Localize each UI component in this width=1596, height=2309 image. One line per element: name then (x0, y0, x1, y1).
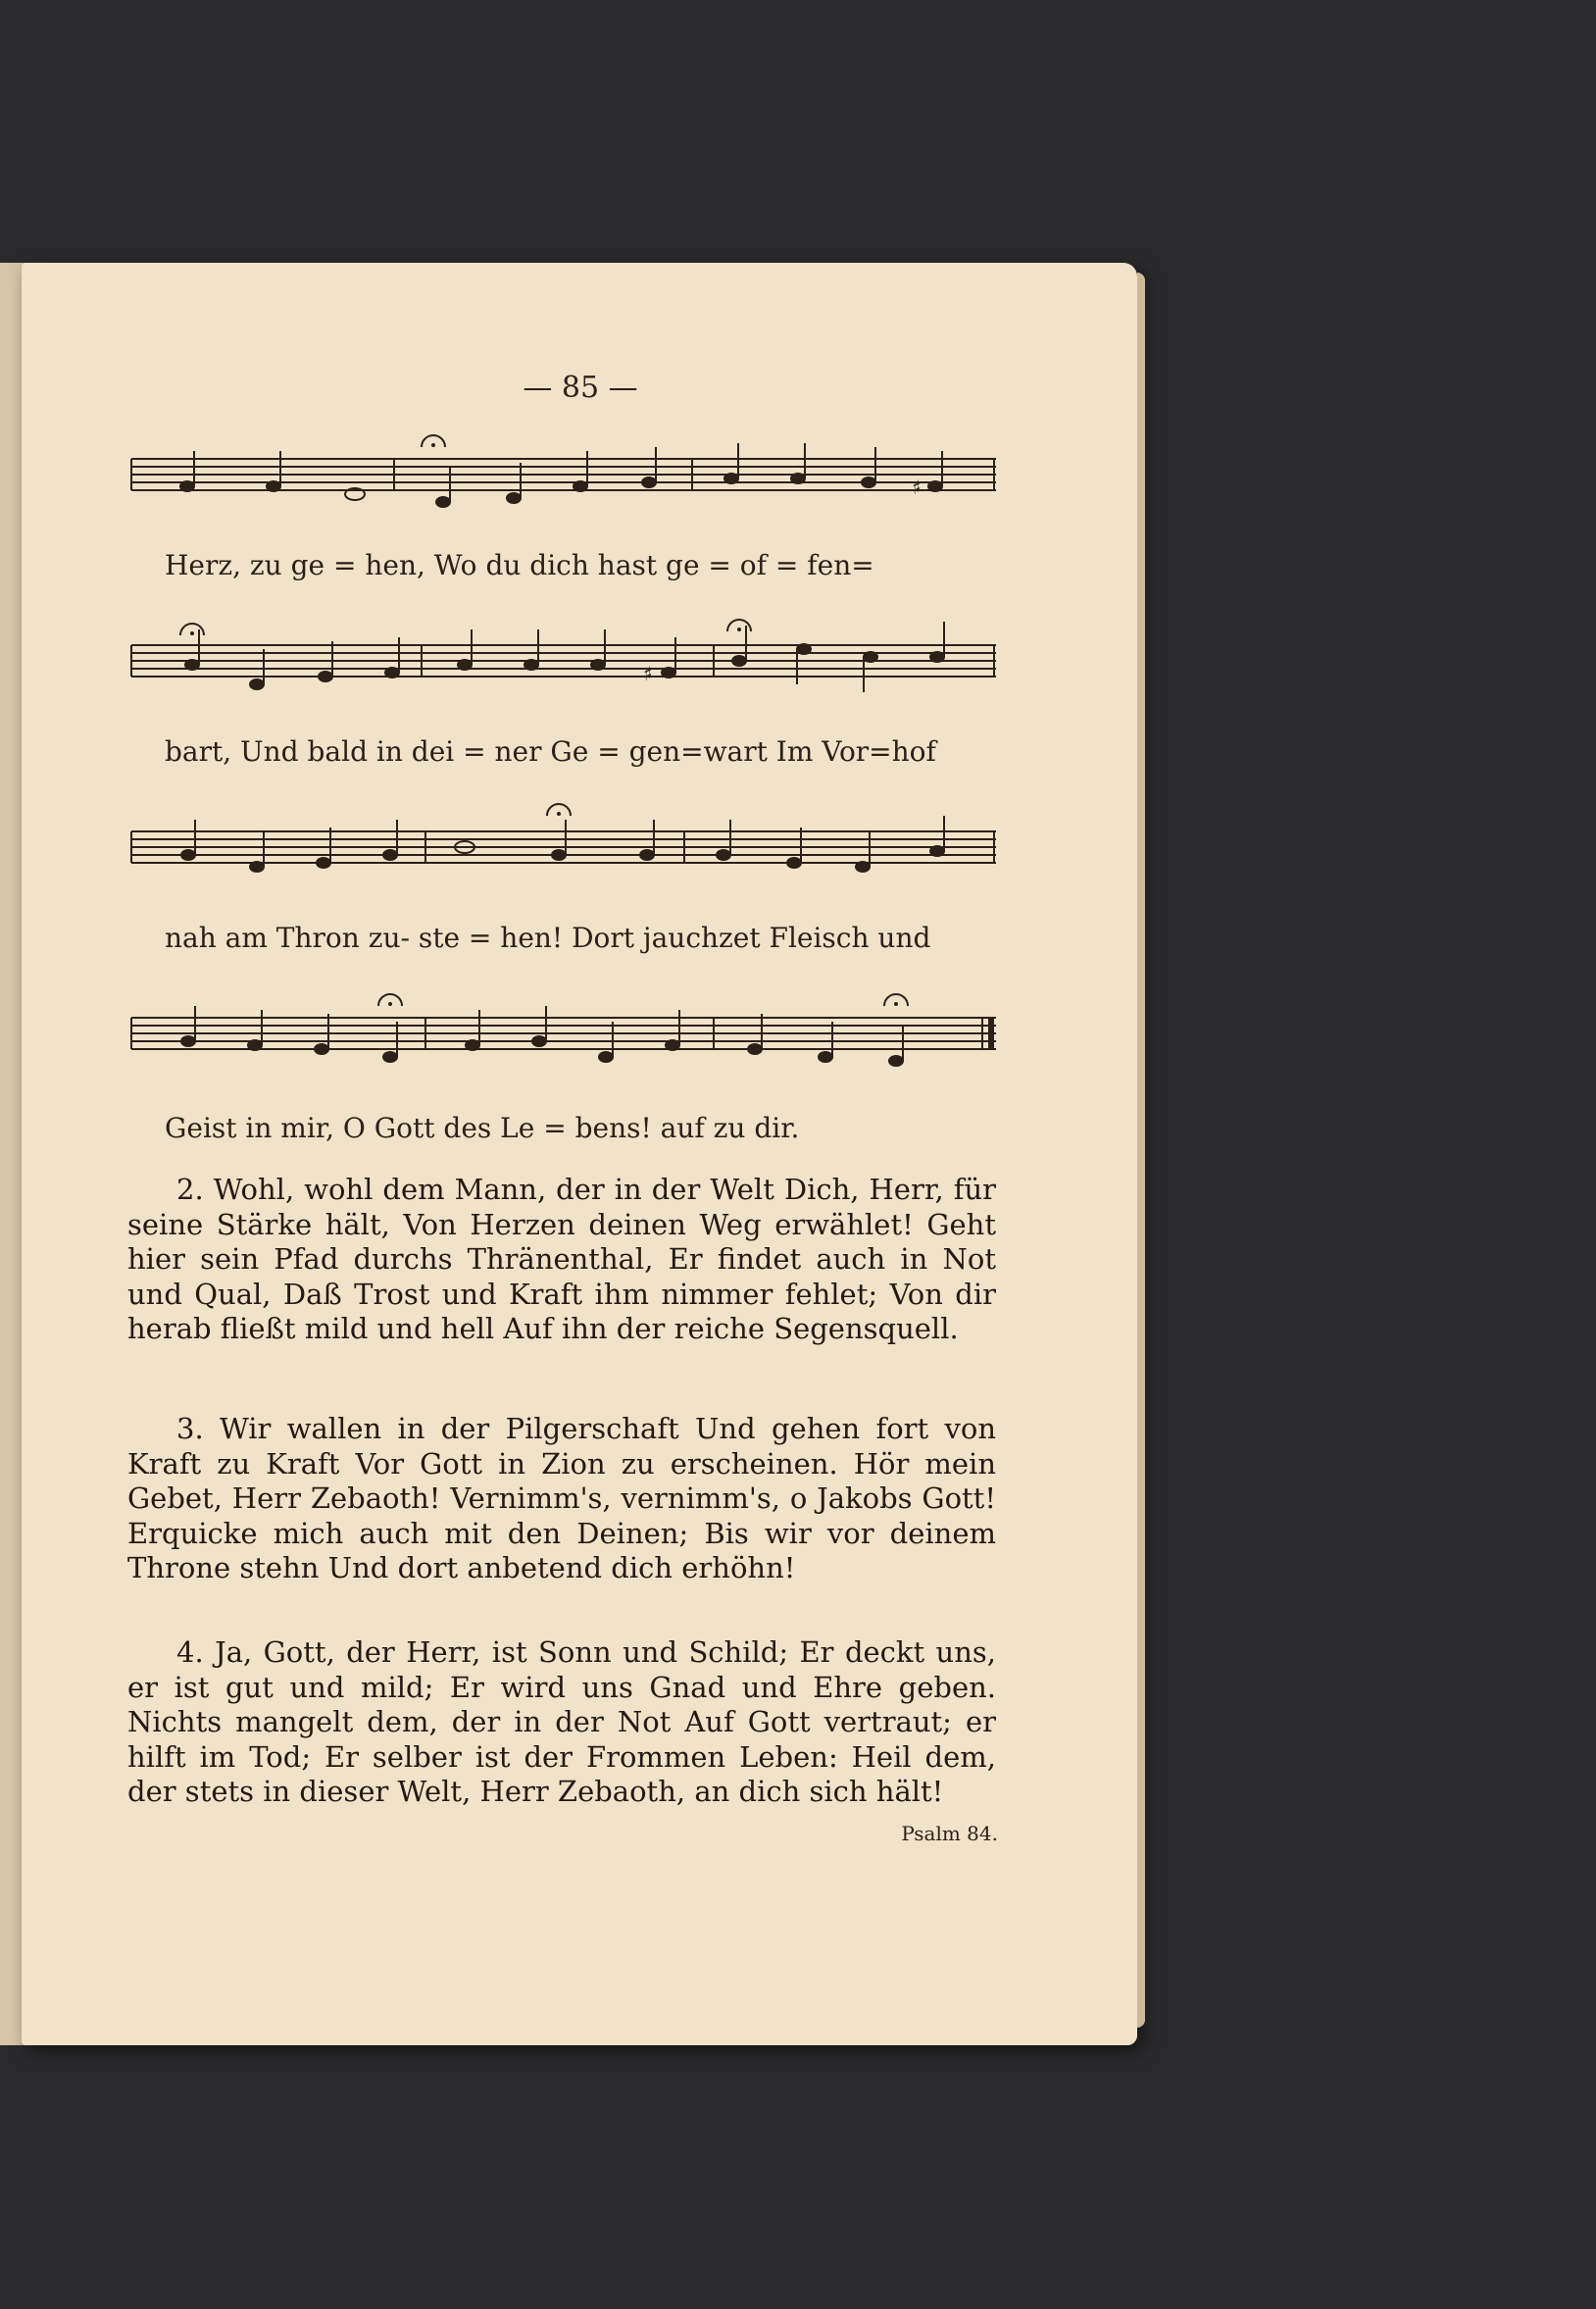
verse-2 (127, 1173, 996, 1347)
lyrics-line-1: Herz, zu ge = hen, Wo du dich hast ge = of = fen= (165, 549, 874, 581)
staff-2-notation (131, 616, 996, 733)
verse-text: Wohl, wohl dem Mann, der in der Welt Dich, Herr, für seine Stärke hält, Von Herzen deinen Weg erwählet! Geht hier sein Pfad durchs Thränenthal, Er findet auch in Not und Qual, Daß Trost und Kraft ihm nimmer fehlet; Von dir herab fließt mild und hell Auf ihn der reiche Segensquell. (127, 1173, 997, 1345)
staff-1-notation (131, 429, 996, 547)
verse-number: 2. (176, 1173, 204, 1206)
music-staff-2 (131, 645, 996, 704)
lyrics-line-2: bart, Und bald in dei = ner Ge = gen=wart Im Vor=hof (165, 735, 936, 768)
psalm-reference: Psalm 84. (901, 1822, 998, 1845)
staff-3-notation (131, 802, 996, 920)
music-staff-3 (131, 831, 996, 890)
book-page (22, 263, 1137, 2045)
verse-3 (127, 1412, 996, 1586)
lyrics-line-3: nah am Thron zu- ste = hen! Dort jauchzet Fleisch und (165, 922, 931, 954)
verse-number: 4. (176, 1635, 204, 1669)
verse-number: 3. (176, 1412, 204, 1445)
svg-text:♯: ♯ (912, 476, 922, 499)
page-number: — 85 — (523, 371, 638, 405)
lyrics-line-4: Geist in mir, O Gott des Le = bens! auf zu dir. (165, 1112, 800, 1144)
music-staff-1 (131, 459, 996, 518)
staff-4-notation (131, 988, 996, 1106)
verse-text: Ja, Gott, der Herr, ist Sonn und Schild; Er deckt uns, er ist gut und mild; Er wird uns Gnad und Ehre geben. Nichts mangelt dem, der in der Not Auf Gott vertraut; er hilft im Tod; Er selber ist der Frommen Leben: Heil dem, der stets in dieser Welt, Herr Zebaoth, an dich sich hält! (127, 1635, 997, 1808)
svg-text:♯: ♯ (643, 662, 653, 685)
music-staff-4 (131, 1018, 996, 1077)
verse-4 (127, 1635, 996, 1810)
verse-text: Wir wallen in der Pilgerschaft Und gehen fort von Kraft zu Kraft Vor Gott in Zion zu erscheinen. Hör mein Gebet, Herr Zebaoth! Vernimm's, vernimm's, o Jakobs Gott! Erquicke mich auch mit den Deinen; Bis wir vor deinem Throne stehn Und dort anbetend dich erhöhn! (127, 1412, 997, 1584)
